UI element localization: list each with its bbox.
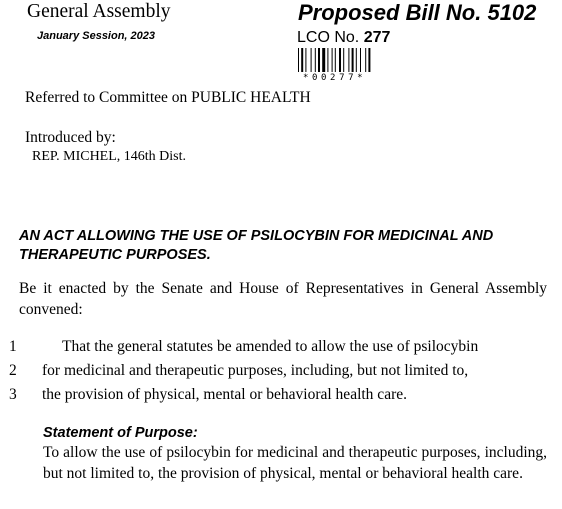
enacting-clause: Be it enacted by the Senate and House of Representatives in General Assembly convened: [19, 280, 547, 318]
bill-line: the provision of physical, mental or behavioral health care. [42, 386, 407, 403]
lco-value: 277 [363, 29, 391, 46]
sponsor-name: REP. MICHEL, 146th Dist. [32, 149, 187, 164]
lco-label: LCO No. [297, 29, 360, 46]
line-number: 3 [9, 386, 17, 403]
barcode-caption: *00277* [303, 73, 367, 83]
line-number: 1 [9, 338, 17, 355]
bill-line: That the general statutes be amended to allow the use of psilocybin [62, 338, 479, 355]
line-number: 2 [9, 362, 17, 379]
bill-title: Proposed Bill No. 5102 [298, 0, 537, 25]
act-title: AN ACT ALLOWING THE USE OF PSILOCYBIN FOR MEDICINAL AND THERAPEUTIC PURPOSES. [19, 228, 494, 263]
assembly-label: General Assembly [27, 1, 171, 22]
barcode-icon [297, 48, 375, 72]
statement-of-purpose-text: To allow the use of psilocybin for medicinal and therapeutic purposes, including, but not limited to, the provision of physical, mental or behavioral health care. [43, 444, 547, 482]
introduced-by-label: Introduced by: [25, 129, 116, 146]
session-label: January Session, 2023 [37, 30, 156, 42]
committee-referral: Referred to Committee on PUBLIC HEALTH [25, 89, 311, 106]
bill-line: for medicinal and therapeutic purposes, including, but not limited to, [42, 362, 469, 379]
lco-number [297, 29, 390, 47]
statement-of-purpose-heading: Statement of Purpose: [43, 425, 198, 441]
